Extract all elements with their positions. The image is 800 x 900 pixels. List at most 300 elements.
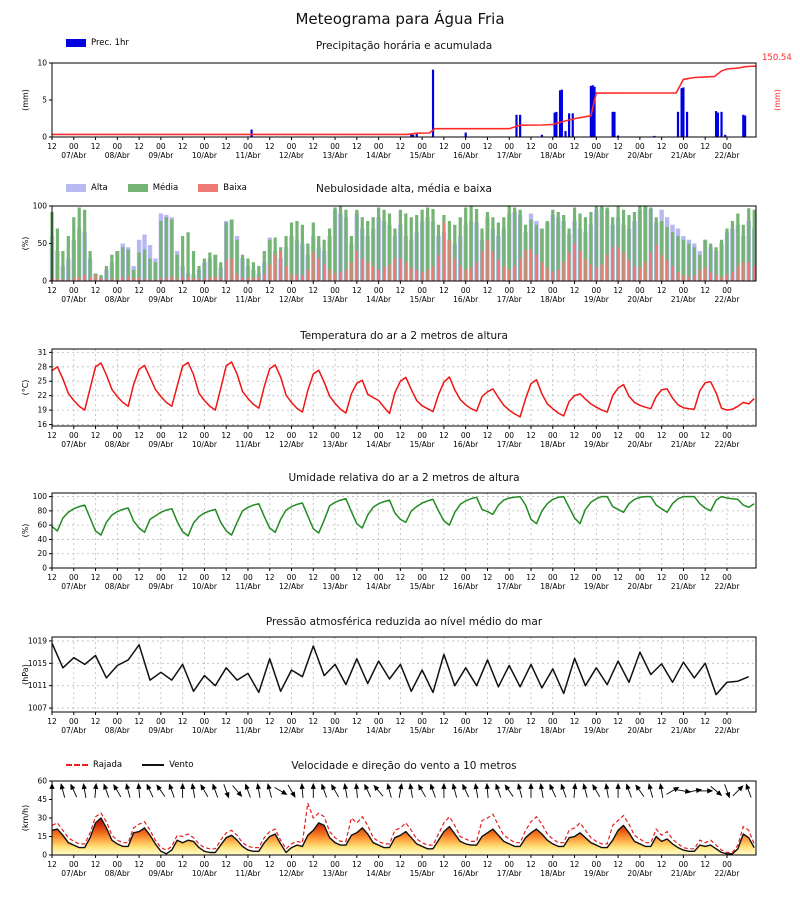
svg-text:20/Abr: 20/Abr bbox=[627, 726, 653, 735]
svg-text:22/Abr: 22/Abr bbox=[714, 582, 740, 591]
svg-text:07/Abr: 07/Abr bbox=[61, 869, 87, 878]
svg-text:00: 00 bbox=[286, 573, 297, 582]
svg-text:13/Abr: 13/Abr bbox=[322, 440, 348, 449]
svg-text:00: 00 bbox=[373, 431, 384, 440]
svg-text:12: 12 bbox=[700, 286, 710, 295]
svg-text:00: 00 bbox=[243, 573, 253, 582]
svg-text:00: 00 bbox=[548, 860, 558, 869]
cloud-alta-label: Alta bbox=[91, 183, 108, 193]
svg-text:12: 12 bbox=[264, 431, 275, 440]
svg-text:09/Abr: 09/Abr bbox=[148, 295, 174, 304]
svg-text:15/Abr: 15/Abr bbox=[409, 726, 435, 735]
svg-text:00: 00 bbox=[678, 573, 689, 582]
svg-text:12: 12 bbox=[352, 431, 362, 440]
svg-text:00: 00 bbox=[722, 286, 732, 295]
svg-text:00: 00 bbox=[460, 717, 471, 726]
svg-text:(°C): (°C) bbox=[21, 379, 30, 396]
svg-text:12: 12 bbox=[264, 142, 275, 151]
svg-text:00: 00 bbox=[591, 142, 602, 151]
svg-text:00: 00 bbox=[68, 860, 79, 869]
svg-text:00: 00 bbox=[330, 717, 340, 726]
svg-text:00: 00 bbox=[678, 286, 689, 295]
svg-text:12: 12 bbox=[569, 717, 580, 726]
svg-text:00: 00 bbox=[548, 573, 558, 582]
svg-text:00: 00 bbox=[199, 717, 210, 726]
svg-text:00: 00 bbox=[417, 573, 427, 582]
svg-text:12: 12 bbox=[613, 142, 623, 151]
svg-text:16/Abr: 16/Abr bbox=[453, 151, 479, 160]
svg-text:12: 12 bbox=[395, 573, 406, 582]
svg-text:19/Abr: 19/Abr bbox=[583, 726, 609, 735]
svg-text:00: 00 bbox=[417, 717, 427, 726]
svg-text:12: 12 bbox=[700, 142, 710, 151]
svg-text:00: 00 bbox=[591, 431, 602, 440]
svg-text:1019: 1019 bbox=[27, 636, 47, 646]
svg-text:12: 12 bbox=[656, 431, 667, 440]
svg-text:10/Abr: 10/Abr bbox=[191, 295, 217, 304]
svg-text:12: 12 bbox=[308, 142, 319, 151]
panel-wind-title: Velocidade e direção do vento a 10 metros bbox=[291, 760, 517, 772]
svg-text:12: 12 bbox=[90, 717, 101, 726]
svg-text:21/Abr: 21/Abr bbox=[670, 582, 696, 591]
svg-text:12: 12 bbox=[134, 142, 144, 151]
svg-text:17/Abr: 17/Abr bbox=[496, 440, 522, 449]
svg-text:12: 12 bbox=[308, 286, 319, 295]
svg-text:00: 00 bbox=[373, 717, 384, 726]
svg-text:12: 12 bbox=[177, 860, 188, 869]
svg-text:19/Abr: 19/Abr bbox=[583, 440, 609, 449]
svg-text:12: 12 bbox=[569, 573, 580, 582]
svg-text:12: 12 bbox=[439, 573, 449, 582]
svg-text:(mm): (mm) bbox=[773, 89, 782, 111]
svg-text:00: 00 bbox=[591, 717, 602, 726]
svg-text:10/Abr: 10/Abr bbox=[191, 726, 217, 735]
svg-text:13/Abr: 13/Abr bbox=[322, 582, 348, 591]
svg-text:19/Abr: 19/Abr bbox=[583, 869, 609, 878]
svg-text:00: 00 bbox=[460, 286, 471, 295]
svg-text:00: 00 bbox=[504, 717, 515, 726]
svg-text:10/Abr: 10/Abr bbox=[191, 440, 217, 449]
svg-text:16/Abr: 16/Abr bbox=[453, 440, 479, 449]
svg-text:12/Abr: 12/Abr bbox=[278, 151, 305, 160]
cloud-baixa-swatch bbox=[198, 184, 218, 192]
svg-text:12: 12 bbox=[134, 286, 144, 295]
svg-text:12/Abr: 12/Abr bbox=[278, 869, 305, 878]
svg-text:16/Abr: 16/Abr bbox=[453, 869, 479, 878]
svg-text:12: 12 bbox=[569, 142, 580, 151]
svg-text:00: 00 bbox=[504, 286, 515, 295]
svg-text:12: 12 bbox=[221, 573, 231, 582]
svg-text:00: 00 bbox=[504, 860, 515, 869]
svg-text:80: 80 bbox=[37, 506, 47, 516]
svg-text:12: 12 bbox=[90, 431, 101, 440]
svg-text:00: 00 bbox=[548, 286, 558, 295]
svg-text:09/Abr: 09/Abr bbox=[148, 440, 174, 449]
svg-text:12/Abr: 12/Abr bbox=[278, 440, 305, 449]
svg-text:00: 00 bbox=[635, 142, 645, 151]
svg-text:17/Abr: 17/Abr bbox=[496, 869, 522, 878]
svg-text:00: 00 bbox=[199, 286, 210, 295]
svg-text:12: 12 bbox=[613, 573, 623, 582]
svg-text:00: 00 bbox=[591, 573, 602, 582]
svg-text:12: 12 bbox=[439, 431, 449, 440]
svg-text:12: 12 bbox=[395, 286, 406, 295]
svg-text:12: 12 bbox=[395, 860, 406, 869]
svg-text:07/Abr: 07/Abr bbox=[61, 726, 87, 735]
svg-text:21/Abr: 21/Abr bbox=[670, 726, 696, 735]
svg-text:12: 12 bbox=[264, 573, 275, 582]
svg-text:12: 12 bbox=[569, 431, 580, 440]
svg-text:14/Abr: 14/Abr bbox=[366, 582, 392, 591]
svg-text:10/Abr: 10/Abr bbox=[191, 869, 217, 878]
svg-text:00: 00 bbox=[112, 142, 123, 151]
svg-text:(%): (%) bbox=[21, 236, 30, 251]
svg-text:0: 0 bbox=[42, 850, 47, 860]
svg-text:00: 00 bbox=[156, 431, 166, 440]
svg-text:13/Abr: 13/Abr bbox=[322, 151, 348, 160]
svg-text:16/Abr: 16/Abr bbox=[453, 726, 479, 735]
svg-text:12: 12 bbox=[700, 431, 710, 440]
svg-text:00: 00 bbox=[330, 142, 340, 151]
svg-text:00: 00 bbox=[68, 286, 79, 295]
svg-text:12: 12 bbox=[526, 860, 536, 869]
svg-text:12: 12 bbox=[90, 860, 101, 869]
svg-text:00: 00 bbox=[373, 860, 384, 869]
svg-text:00: 00 bbox=[591, 860, 602, 869]
cloud-alta-swatch bbox=[66, 184, 86, 192]
svg-text:17/Abr: 17/Abr bbox=[496, 151, 522, 160]
svg-text:00: 00 bbox=[373, 573, 384, 582]
svg-text:15/Abr: 15/Abr bbox=[409, 440, 435, 449]
svg-text:45: 45 bbox=[37, 795, 47, 804]
svg-text:00: 00 bbox=[330, 860, 340, 869]
svg-text:12: 12 bbox=[482, 142, 493, 151]
precipitation-legend-swatch bbox=[66, 39, 86, 47]
svg-text:12: 12 bbox=[352, 573, 362, 582]
wind-legend-line bbox=[142, 764, 164, 766]
svg-text:00: 00 bbox=[678, 860, 689, 869]
svg-text:12: 12 bbox=[308, 573, 319, 582]
svg-text:20/Abr: 20/Abr bbox=[627, 582, 653, 591]
svg-text:00: 00 bbox=[678, 717, 689, 726]
precipitation-legend-label: Prec. 1hr bbox=[91, 38, 129, 48]
svg-text:12: 12 bbox=[221, 286, 231, 295]
wind-legend bbox=[66, 760, 207, 770]
svg-text:00: 00 bbox=[635, 573, 645, 582]
panel-temperature-title: Temperatura do ar a 2 metros de altura bbox=[300, 330, 508, 342]
svg-text:12: 12 bbox=[264, 860, 275, 869]
svg-text:12: 12 bbox=[47, 286, 57, 295]
svg-text:12: 12 bbox=[613, 286, 623, 295]
svg-text:08/Abr: 08/Abr bbox=[104, 869, 130, 878]
svg-text:00: 00 bbox=[68, 573, 79, 582]
svg-text:100: 100 bbox=[32, 201, 47, 211]
panel-humidity-title: Umidade relativa do ar a 2 metros de altura bbox=[288, 472, 520, 484]
cloud-baixa-label: Baixa bbox=[223, 183, 247, 193]
svg-text:12: 12 bbox=[352, 717, 362, 726]
svg-text:00: 00 bbox=[635, 431, 645, 440]
svg-text:00: 00 bbox=[548, 717, 558, 726]
svg-text:13/Abr: 13/Abr bbox=[322, 869, 348, 878]
svg-text:12: 12 bbox=[613, 860, 623, 869]
svg-text:11/Abr: 11/Abr bbox=[235, 582, 261, 591]
svg-text:12: 12 bbox=[395, 142, 406, 151]
svg-text:00: 00 bbox=[722, 717, 732, 726]
svg-text:10/Abr: 10/Abr bbox=[191, 151, 217, 160]
svg-text:12: 12 bbox=[221, 717, 231, 726]
svg-text:09/Abr: 09/Abr bbox=[148, 869, 174, 878]
svg-text:08/Abr: 08/Abr bbox=[104, 726, 130, 735]
svg-text:12: 12 bbox=[308, 431, 319, 440]
svg-text:12: 12 bbox=[613, 431, 623, 440]
panel-cloudiness-title: Nebulosidade alta, média e baixa bbox=[315, 183, 492, 195]
svg-text:60: 60 bbox=[37, 776, 47, 786]
svg-text:00: 00 bbox=[330, 431, 340, 440]
svg-text:00: 00 bbox=[112, 860, 123, 869]
svg-text:12: 12 bbox=[134, 717, 144, 726]
svg-text:22: 22 bbox=[37, 391, 47, 401]
svg-text:21/Abr: 21/Abr bbox=[670, 151, 696, 160]
svg-text:12: 12 bbox=[134, 431, 144, 440]
svg-text:50: 50 bbox=[37, 239, 47, 248]
svg-text:22/Abr: 22/Abr bbox=[714, 869, 740, 878]
svg-text:12: 12 bbox=[482, 717, 493, 726]
svg-text:00: 00 bbox=[722, 860, 732, 869]
svg-text:12: 12 bbox=[482, 431, 493, 440]
svg-text:10/Abr: 10/Abr bbox=[191, 582, 217, 591]
svg-text:12: 12 bbox=[221, 431, 231, 440]
svg-text:16: 16 bbox=[37, 420, 47, 430]
svg-text:12: 12 bbox=[177, 431, 188, 440]
svg-text:0: 0 bbox=[42, 276, 47, 286]
svg-text:19/Abr: 19/Abr bbox=[583, 151, 609, 160]
svg-text:15/Abr: 15/Abr bbox=[409, 295, 435, 304]
svg-text:00: 00 bbox=[112, 573, 123, 582]
svg-text:18/Abr: 18/Abr bbox=[540, 582, 566, 591]
svg-text:18/Abr: 18/Abr bbox=[540, 295, 566, 304]
svg-text:00: 00 bbox=[417, 431, 427, 440]
svg-text:15/Abr: 15/Abr bbox=[409, 869, 435, 878]
svg-text:19: 19 bbox=[37, 405, 47, 415]
svg-text:00: 00 bbox=[243, 717, 253, 726]
svg-text:00: 00 bbox=[460, 142, 471, 151]
svg-text:15/Abr: 15/Abr bbox=[409, 582, 435, 591]
svg-text:00: 00 bbox=[635, 717, 645, 726]
svg-text:12: 12 bbox=[656, 717, 667, 726]
svg-text:00: 00 bbox=[548, 431, 558, 440]
svg-text:07/Abr: 07/Abr bbox=[61, 582, 87, 591]
svg-text:20/Abr: 20/Abr bbox=[627, 869, 653, 878]
svg-text:12: 12 bbox=[47, 717, 57, 726]
wind-legend-label: Vento bbox=[169, 760, 194, 770]
svg-text:00: 00 bbox=[199, 431, 210, 440]
svg-text:14/Abr: 14/Abr bbox=[366, 869, 392, 878]
svg-text:00: 00 bbox=[243, 286, 253, 295]
svg-text:1007: 1007 bbox=[27, 703, 47, 713]
svg-text:12: 12 bbox=[177, 717, 188, 726]
svg-text:150.54: 150.54 bbox=[762, 53, 792, 63]
svg-text:00: 00 bbox=[417, 286, 427, 295]
svg-text:18/Abr: 18/Abr bbox=[540, 440, 566, 449]
svg-text:12: 12 bbox=[352, 142, 362, 151]
svg-text:0: 0 bbox=[42, 563, 47, 573]
svg-text:17/Abr: 17/Abr bbox=[496, 726, 522, 735]
svg-text:12: 12 bbox=[569, 860, 580, 869]
svg-text:00: 00 bbox=[722, 431, 732, 440]
svg-text:21/Abr: 21/Abr bbox=[670, 869, 696, 878]
svg-text:(mm): (mm) bbox=[21, 89, 30, 111]
svg-text:20/Abr: 20/Abr bbox=[627, 151, 653, 160]
svg-text:12: 12 bbox=[47, 860, 57, 869]
svg-text:12: 12 bbox=[90, 286, 101, 295]
svg-text:12: 12 bbox=[177, 573, 188, 582]
svg-text:08/Abr: 08/Abr bbox=[104, 440, 130, 449]
svg-text:11/Abr: 11/Abr bbox=[235, 726, 261, 735]
svg-text:30: 30 bbox=[37, 813, 47, 823]
svg-text:16/Abr: 16/Abr bbox=[453, 295, 479, 304]
svg-text:12: 12 bbox=[613, 717, 623, 726]
svg-text:00: 00 bbox=[68, 142, 79, 151]
svg-text:17/Abr: 17/Abr bbox=[496, 295, 522, 304]
svg-text:12: 12 bbox=[656, 142, 667, 151]
svg-text:00: 00 bbox=[678, 142, 689, 151]
cloudiness-legend bbox=[66, 183, 261, 193]
svg-text:00: 00 bbox=[286, 142, 297, 151]
svg-text:00: 00 bbox=[112, 431, 123, 440]
svg-text:31: 31 bbox=[37, 347, 47, 357]
svg-text:20/Abr: 20/Abr bbox=[627, 440, 653, 449]
svg-text:00: 00 bbox=[330, 286, 340, 295]
svg-text:12: 12 bbox=[700, 717, 710, 726]
svg-text:10: 10 bbox=[37, 58, 47, 68]
cloud-media-label: Média bbox=[152, 183, 179, 193]
svg-text:11/Abr: 11/Abr bbox=[235, 440, 261, 449]
svg-text:20/Abr: 20/Abr bbox=[627, 295, 653, 304]
svg-text:12: 12 bbox=[656, 573, 667, 582]
svg-text:12: 12 bbox=[526, 286, 536, 295]
svg-text:12/Abr: 12/Abr bbox=[278, 295, 305, 304]
svg-text:(km/h): (km/h) bbox=[21, 804, 30, 832]
svg-text:00: 00 bbox=[243, 860, 253, 869]
svg-text:12: 12 bbox=[482, 573, 493, 582]
svg-text:18/Abr: 18/Abr bbox=[540, 869, 566, 878]
svg-text:00: 00 bbox=[286, 717, 297, 726]
svg-text:12: 12 bbox=[700, 573, 710, 582]
svg-text:00: 00 bbox=[548, 142, 558, 151]
svg-text:18/Abr: 18/Abr bbox=[540, 151, 566, 160]
svg-text:12: 12 bbox=[526, 142, 536, 151]
svg-text:12: 12 bbox=[526, 717, 536, 726]
svg-text:14/Abr: 14/Abr bbox=[366, 726, 392, 735]
svg-text:12: 12 bbox=[90, 573, 101, 582]
svg-text:22/Abr: 22/Abr bbox=[714, 151, 740, 160]
svg-text:1011: 1011 bbox=[27, 681, 47, 691]
svg-text:20: 20 bbox=[37, 549, 47, 559]
svg-text:12: 12 bbox=[439, 860, 449, 869]
svg-text:09/Abr: 09/Abr bbox=[148, 151, 174, 160]
svg-text:12: 12 bbox=[134, 573, 144, 582]
svg-text:12: 12 bbox=[395, 431, 406, 440]
svg-text:11/Abr: 11/Abr bbox=[235, 151, 261, 160]
svg-text:00: 00 bbox=[460, 860, 471, 869]
svg-text:12: 12 bbox=[352, 286, 362, 295]
svg-text:07/Abr: 07/Abr bbox=[61, 295, 87, 304]
svg-text:12: 12 bbox=[656, 860, 667, 869]
svg-text:00: 00 bbox=[417, 860, 427, 869]
svg-text:18/Abr: 18/Abr bbox=[540, 726, 566, 735]
svg-text:00: 00 bbox=[156, 860, 166, 869]
svg-text:00: 00 bbox=[504, 431, 515, 440]
svg-text:00: 00 bbox=[635, 286, 645, 295]
svg-text:(%): (%) bbox=[21, 523, 30, 538]
svg-text:00: 00 bbox=[156, 573, 166, 582]
svg-text:12: 12 bbox=[177, 142, 188, 151]
svg-text:08/Abr: 08/Abr bbox=[104, 582, 130, 591]
svg-text:00: 00 bbox=[722, 573, 732, 582]
svg-text:12: 12 bbox=[47, 142, 57, 151]
svg-text:12: 12 bbox=[526, 573, 536, 582]
svg-text:07/Abr: 07/Abr bbox=[61, 151, 87, 160]
svg-text:14/Abr: 14/Abr bbox=[366, 440, 392, 449]
svg-text:22/Abr: 22/Abr bbox=[714, 726, 740, 735]
svg-text:12: 12 bbox=[439, 717, 449, 726]
svg-text:12: 12 bbox=[90, 142, 101, 151]
svg-text:00: 00 bbox=[68, 717, 79, 726]
svg-text:22/Abr: 22/Abr bbox=[714, 295, 740, 304]
svg-text:0: 0 bbox=[42, 132, 47, 142]
svg-text:12: 12 bbox=[569, 286, 580, 295]
svg-text:00: 00 bbox=[504, 573, 515, 582]
svg-text:09/Abr: 09/Abr bbox=[148, 582, 174, 591]
svg-text:40: 40 bbox=[37, 534, 47, 544]
svg-text:19/Abr: 19/Abr bbox=[583, 295, 609, 304]
svg-text:12: 12 bbox=[221, 860, 231, 869]
svg-text:12: 12 bbox=[47, 573, 57, 582]
svg-text:00: 00 bbox=[504, 142, 515, 151]
svg-text:00: 00 bbox=[591, 286, 602, 295]
page-title: Meteograma para Água Fria bbox=[295, 10, 505, 28]
svg-text:22/Abr: 22/Abr bbox=[714, 440, 740, 449]
svg-text:08/Abr: 08/Abr bbox=[104, 295, 130, 304]
svg-text:00: 00 bbox=[330, 573, 340, 582]
svg-text:00: 00 bbox=[460, 573, 471, 582]
svg-text:28: 28 bbox=[37, 362, 47, 372]
svg-text:12: 12 bbox=[439, 286, 449, 295]
svg-text:00: 00 bbox=[373, 286, 384, 295]
svg-text:12: 12 bbox=[264, 286, 275, 295]
svg-text:12: 12 bbox=[134, 860, 144, 869]
panel-precipitation-title: Precipitação horária e acumulada bbox=[315, 40, 493, 52]
svg-text:15: 15 bbox=[37, 832, 47, 841]
svg-text:12: 12 bbox=[439, 142, 449, 151]
svg-text:08/Abr: 08/Abr bbox=[104, 151, 130, 160]
svg-text:13/Abr: 13/Abr bbox=[322, 295, 348, 304]
svg-text:11/Abr: 11/Abr bbox=[235, 295, 261, 304]
svg-text:21/Abr: 21/Abr bbox=[670, 440, 696, 449]
svg-text:12: 12 bbox=[221, 142, 231, 151]
svg-text:12: 12 bbox=[264, 717, 275, 726]
svg-text:00: 00 bbox=[112, 286, 123, 295]
svg-text:00: 00 bbox=[286, 286, 297, 295]
svg-text:00: 00 bbox=[635, 860, 645, 869]
svg-text:12: 12 bbox=[526, 431, 536, 440]
svg-text:00: 00 bbox=[156, 286, 166, 295]
gust-legend-label: Rajada bbox=[93, 760, 123, 770]
svg-text:12: 12 bbox=[482, 286, 493, 295]
svg-text:00: 00 bbox=[243, 142, 253, 151]
svg-text:00: 00 bbox=[722, 142, 732, 151]
svg-text:14/Abr: 14/Abr bbox=[366, 295, 392, 304]
